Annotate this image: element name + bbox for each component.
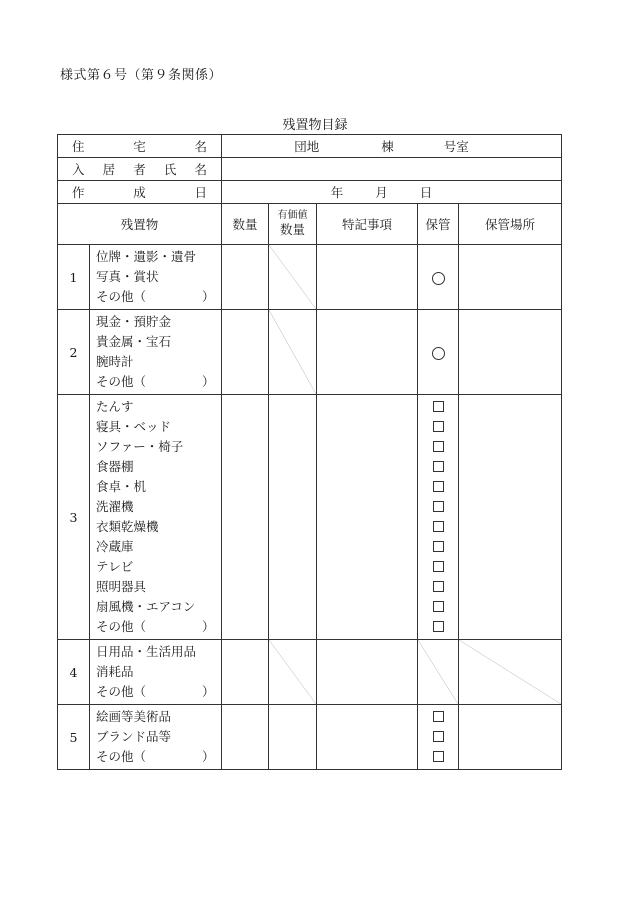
created-date-label [58, 181, 222, 204]
item: 食器棚 [96, 459, 134, 474]
group-number: 2 [58, 310, 90, 395]
item-other: その他（ ） [96, 619, 215, 634]
item: 消耗品 [96, 664, 134, 679]
item: 衣類乾燥機 [96, 519, 159, 534]
group-items [90, 705, 222, 770]
label-char: 成 [133, 185, 146, 200]
group-items [90, 245, 222, 310]
quantity-cell[interactable] [222, 395, 269, 640]
item-other: その他（ ） [96, 684, 215, 699]
storage-checkbox[interactable] [433, 441, 444, 452]
label-char: 日 [194, 185, 208, 200]
storage-checkbox[interactable] [433, 621, 444, 632]
storage-cell[interactable] [418, 310, 459, 395]
item: 洗濯機 [96, 499, 134, 514]
group-number: 1 [58, 245, 90, 310]
group-row-2 [58, 310, 562, 395]
valuable-quantity-label: 数量 [280, 222, 306, 237]
storage-cell-disabled [418, 640, 459, 705]
item: 位牌・遺影・遺骨 [96, 249, 197, 264]
storage-checkbox[interactable] [433, 711, 444, 722]
label-char: 者 [133, 162, 146, 177]
storage-cell[interactable] [418, 245, 459, 310]
remarks-cell[interactable] [317, 395, 418, 640]
remarks-cell[interactable] [317, 310, 418, 395]
item: テレビ [96, 559, 134, 574]
item: 照明器具 [96, 579, 147, 594]
storage-checkbox[interactable] [433, 421, 444, 432]
group-number: 3 [58, 395, 90, 640]
storage-checkbox[interactable] [433, 541, 444, 552]
diagonal-strike [269, 310, 316, 394]
group-row-5 [58, 705, 562, 770]
resident-name-label [58, 158, 222, 181]
quantity-cell[interactable] [222, 705, 269, 770]
item-other: その他（ ） [96, 749, 215, 764]
group-row-1 [58, 245, 562, 310]
diagonal-strike [269, 640, 316, 704]
group-items [90, 640, 222, 705]
col-quantity-header: 数量 [222, 204, 269, 245]
storage-checkbox[interactable] [433, 561, 444, 572]
label-char: 名 [194, 139, 208, 154]
col-items-header: 残置物 [58, 204, 222, 245]
label-char: 居 [102, 162, 116, 177]
item: 現金・預貯金 [96, 314, 172, 329]
valuable-quantity-cell-disabled [269, 640, 317, 705]
label-char: 宅 [133, 139, 146, 154]
quantity-cell[interactable] [222, 640, 269, 705]
housing-name-row [58, 135, 562, 158]
col-storage-header: 保管 [418, 204, 459, 245]
quantity-cell[interactable] [222, 310, 269, 395]
valuable-quantity-cell-disabled [269, 245, 317, 310]
storage-place-cell-disabled [459, 640, 562, 705]
danchi-label: 団地 [294, 139, 320, 154]
storage-checkbox[interactable] [433, 731, 444, 742]
storage-checkbox[interactable] [433, 481, 444, 492]
col-valuable-quantity-header [269, 204, 317, 245]
group-items [90, 395, 222, 640]
item: 腕時計 [96, 354, 134, 369]
inventory-table [57, 134, 562, 770]
label-char: 名 [194, 162, 208, 177]
item: 食卓・机 [96, 479, 147, 494]
item: 絵画等美術品 [96, 709, 172, 724]
group-number: 4 [58, 640, 90, 705]
col-remarks-header: 特記事項 [317, 204, 418, 245]
valuable-label: 有価値 [277, 210, 308, 221]
valuable-quantity-cell[interactable] [269, 705, 317, 770]
item-other: その他（ ） [96, 374, 215, 389]
storage-checkbox[interactable] [433, 751, 444, 762]
month-label: 月 [375, 185, 388, 200]
created-date-field[interactable] [222, 181, 562, 204]
remarks-cell[interactable] [317, 705, 418, 770]
item: たんす [96, 399, 134, 414]
quantity-cell[interactable] [222, 245, 269, 310]
storage-place-cell[interactable] [459, 705, 562, 770]
label-char: 作 [72, 185, 85, 200]
storage-checkbox[interactable] [433, 401, 444, 412]
storage-checkbox[interactable] [433, 521, 444, 532]
diagonal-strike [459, 640, 561, 704]
storage-place-cell[interactable] [459, 310, 562, 395]
item: ブランド品等 [96, 729, 172, 744]
group-number: 5 [58, 705, 90, 770]
item: 冷蔵庫 [96, 539, 134, 554]
building-label: 棟 [381, 139, 394, 154]
item: 日用品・生活用品 [96, 644, 197, 659]
column-header-row [58, 204, 562, 245]
storage-circle-mark [432, 272, 445, 285]
year-label: 年 [330, 185, 344, 200]
resident-name-field[interactable] [222, 158, 562, 181]
valuable-quantity-cell-disabled [269, 310, 317, 395]
room-label: 号室 [443, 139, 469, 154]
label-char: 住 [72, 139, 85, 154]
diagonal-strike [269, 245, 316, 309]
valuable-quantity-cell[interactable] [269, 395, 317, 640]
created-date-row [58, 181, 562, 204]
form-number: 様式第６号（第９条関係） [60, 68, 223, 83]
storage-checkbox[interactable] [433, 501, 444, 512]
storage-checkbox-column [418, 395, 459, 640]
group-row-4 [58, 640, 562, 705]
document-title: 残置物目録 [282, 118, 348, 133]
storage-checkbox[interactable] [433, 461, 444, 472]
item: 扇風機・エアコン [96, 599, 196, 614]
storage-circle-mark [432, 347, 445, 360]
label-char: 入 [72, 162, 85, 177]
label-char: 氏 [163, 162, 177, 177]
day-label: 日 [419, 185, 433, 200]
remarks-cell[interactable] [317, 245, 418, 310]
item-other: その他（ ） [96, 289, 215, 304]
group-row-3 [58, 395, 562, 640]
storage-place-cell[interactable] [459, 245, 562, 310]
storage-checkbox[interactable] [433, 601, 444, 612]
item: 貴金属・宝石 [96, 334, 172, 349]
diagonal-strike [418, 640, 458, 704]
col-storage-place-header: 保管場所 [459, 204, 562, 245]
item: 写真・賞状 [96, 269, 159, 284]
remarks-cell[interactable] [317, 640, 418, 705]
housing-name-label [58, 135, 222, 158]
item: ソファー・椅子 [96, 439, 184, 454]
storage-checkbox-column [418, 705, 459, 770]
item: 寝具・ベッド [96, 419, 172, 434]
storage-checkbox[interactable] [433, 581, 444, 592]
group-items [90, 310, 222, 395]
resident-name-row [58, 158, 562, 181]
housing-name-field[interactable] [222, 135, 562, 158]
storage-place-cell[interactable] [459, 395, 562, 640]
